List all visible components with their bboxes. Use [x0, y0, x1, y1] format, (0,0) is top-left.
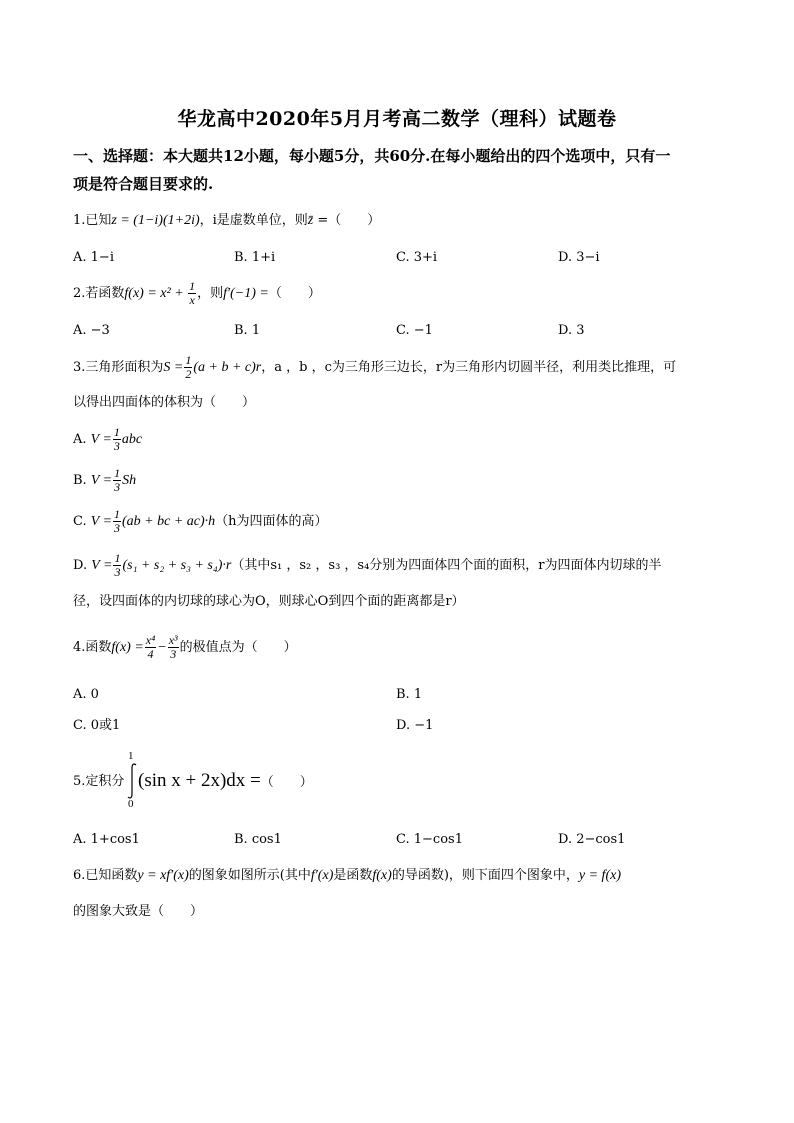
q3-line2: 以得出四面体的体积为（ ）	[73, 395, 256, 410]
q3-option-d: D. V = $\frac{1}{3}$ (s₁ + s₂ + s₃ + s₄)·r（其中s₁ ，s₂ ，s₃ ，s₄分别为四面体四个面的面积，r为四面体内切球的半	[73, 551, 662, 579]
q2-option-c: C. −1	[396, 323, 433, 338]
q3-option-b: B. V = $\frac{1}{3}$ Sh	[73, 466, 137, 494]
question-3	[73, 354, 676, 382]
q1-suffix: =（ ）	[313, 213, 381, 228]
q3-option-d-line2: 径，设四面体的内切球的球心为O，则球心O到四个面的距离都是r）	[73, 594, 465, 609]
section-heading-line2: 项是符合题目要求的.	[73, 175, 214, 193]
q5-prefix: 5.定积分	[73, 774, 125, 789]
q4-option-d: D. −1	[396, 718, 434, 733]
integral-upper: 1	[128, 750, 134, 762]
q2-formula-a: f(x) = x² +	[124, 286, 188, 301]
q1-mid: ，i是虚数单位，则	[199, 213, 308, 228]
q5-option-d: D. 2−cos1	[558, 832, 626, 847]
q1-option-d: D. 3−i	[558, 250, 600, 265]
q5-option-b: B. cos1	[234, 832, 282, 847]
q2-mid: ，则	[197, 286, 224, 301]
q4-option-b: B. 1	[396, 687, 423, 702]
page-title: 华龙高中2020年5月月考高二数学（理科）试题卷	[177, 108, 617, 130]
q2-formula-b: f′(−1) =	[223, 286, 269, 301]
q1-zbar: z̄	[307, 213, 314, 228]
q3-prefix: 3.三角形面积为	[73, 360, 164, 375]
q4-option-a: A. 0	[73, 687, 99, 702]
q2-fraction: $\frac{1}{x}$	[189, 279, 196, 307]
question-1	[73, 211, 380, 231]
q1-option-a: A. 1−i	[73, 250, 114, 265]
q2-prefix: 2.若函数	[73, 286, 125, 301]
question-4: 4.函数f(x) = $\frac{\text{x⁴}}{4}$ − $\frac{\text{x³}}{3}$ 的极值点为（ ）	[73, 633, 297, 661]
q1-option-c: C. 3+i	[396, 250, 438, 265]
q3-mid: ，a ，b ，c为三角形三边长，r为三角形内切圆半径，利用类比推理，可	[261, 360, 677, 375]
section-heading	[73, 142, 723, 198]
integral-lower: 0	[128, 798, 134, 810]
q3-formula-tail: (a + b + c)r	[193, 360, 262, 375]
q5-option-c: C. 1−cos1	[396, 832, 463, 847]
q2-option-a: A. −3	[73, 323, 110, 338]
q3-option-a: A. V = $\frac{1}{3}$ abc	[73, 425, 143, 453]
integral-icon	[126, 763, 138, 799]
q4-option-c: C. 0或1	[73, 718, 121, 733]
q3-formula-s: S =	[163, 360, 184, 375]
section-heading-line1: 一、选择题：本大题共12小题，每小题5分，共60分.在每小题给出的四个选项中，只有一	[73, 147, 671, 165]
q5-option-a: A. 1+cos1	[73, 832, 140, 847]
q5-integrand: (sin x + 2x)dx =（ ）	[138, 770, 313, 791]
q3-option-c: C. V = $\frac{1}{3}$ (ab + bc + ac)·h（h为四面体的高）	[73, 507, 328, 535]
q3-fraction: $\frac{1}{2}$	[185, 353, 192, 381]
question-6: 6.已知函数y = xf′(x)的图象如图所示(其中f′(x)是函数f(x)的导函数)，则下面四个图象中，y = f(x)	[73, 868, 621, 883]
q1-option-b: B. 1+i	[234, 250, 276, 265]
question-2	[73, 280, 321, 308]
q2-option-b: B. 1	[234, 323, 261, 338]
q2-suffix: （ ）	[268, 286, 321, 301]
q6-line2: 的图象大致是（ ）	[73, 904, 204, 919]
q1-formula: z = (1−i)(1+2i)	[111, 213, 200, 228]
q1-prefix: 1.已知	[73, 213, 112, 228]
q2-option-d: D. 3	[558, 323, 585, 338]
